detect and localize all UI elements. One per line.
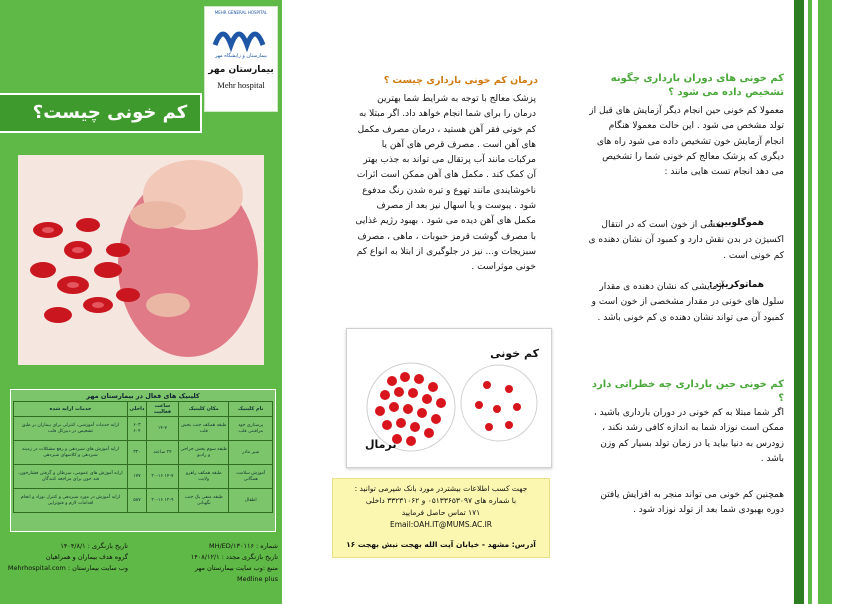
logo-box bbox=[204, 6, 278, 112]
table-row bbox=[14, 441, 273, 465]
contact-email[interactable]: Email:OAH.IT@MUMS.AC.IR bbox=[389, 520, 493, 529]
table-row bbox=[14, 489, 273, 513]
table-cell: ارایه خدمات آموزشی، کنترلی برای بیماران بر طبق تشخیص در دبیرکل قلب bbox=[14, 417, 128, 441]
blood-cells-figure bbox=[346, 328, 552, 468]
table-cell: طبقه همکف جنب بخش قلب bbox=[179, 417, 229, 441]
diagnosis-heading: کم خونی های دوران بارداری چگونه تشخیص داده می شود ؟ bbox=[610, 73, 784, 98]
clinics-header-cell: نام کلینیک bbox=[229, 402, 273, 417]
clinics-header-cell: ساعت فعالیت bbox=[146, 402, 178, 417]
contact-intro: جهت کسب اطلاعات بیشتردر مورد بانک شیرمی توانید : bbox=[354, 484, 528, 493]
clinics-header-cell: داخلی bbox=[127, 402, 146, 417]
middle-panel bbox=[282, 0, 568, 604]
table-cell: اطفال bbox=[229, 489, 273, 513]
right-panel bbox=[568, 0, 854, 604]
mehr-logo-icon bbox=[205, 15, 277, 55]
danger-text-1: اگر شما مبتلا به کم خونی در دوران بارداری باشید ، ممکن است نوزاد شما به اندازه کافی رشد نکند ، زودرس به دنیا بیاید یا در زمان تولد بسیار کم وزن باشد . bbox=[593, 408, 784, 464]
left-panel bbox=[0, 0, 282, 604]
label-anemia: کم خونی bbox=[490, 347, 539, 360]
clinics-title: کلینیک های فعال در بیمارستان مهر bbox=[86, 392, 200, 400]
treatment-heading: درمان کم خونی بارداری چیست ؟ bbox=[383, 75, 538, 86]
table-cell: آموزش سلامت همگانی bbox=[229, 465, 273, 489]
logo-sub-text: بیمارستان و زایشگاه مهر bbox=[214, 53, 268, 59]
footer-code: شماره : MH/ED/۱۳۰۱۱۶ bbox=[209, 542, 278, 550]
table-row bbox=[14, 465, 273, 489]
pregnancy-illustration bbox=[18, 155, 264, 365]
table-cell: ۵۸۷ bbox=[127, 489, 146, 513]
clinics-header-cell: خدمات ارایه شده bbox=[14, 402, 128, 417]
footer-source: منبع :وب سایت بیمارستان مهر bbox=[194, 564, 278, 572]
clinics-header-row bbox=[14, 402, 273, 417]
contact-address: آدرس: مشهد - خیابان آیت الله بهجت نبش بهجت ۱۶ bbox=[346, 540, 536, 549]
hospital-name-en: Mehr hospital bbox=[217, 80, 265, 90]
table-cell: ارایه آموزش های عمومی، سرطان و گرفتن فشارخون، قند خون برای مراجعه کنندگان bbox=[14, 465, 128, 489]
clinics-header-cell: مکان کلینیک bbox=[179, 402, 229, 417]
table-cell: شیر مادر bbox=[229, 441, 273, 465]
stripe-dark bbox=[794, 0, 804, 604]
hematocrit-text: آزمایشی که نشان دهنده ی مقدار سلول های خونی در مقدار مشخصی از خون است و کمبود آن می تواند نشان دهنده ی کم خونی باشد . bbox=[591, 282, 784, 323]
treatment-text: پزشک معالج با توجه به شرایط شما بهترین درمان را برای شما انجام خواهد داد. اگر مبتلا به کم خونی فقر آهن هستید ، درمان مصرف مکمل های آهن است . مصرف قرص های آهن یا مرکبات مانند آب پرتقال می تواند به جذب بهتر آن کمک کند . مکمل های آهن ممکن است اثرات ناخوشایندی مانند تهوع و تیره شدن رنگ مدفوع شود . یبوست و یا اسهال نیز بعد از مصرف مکمل های آهن دیده می شود . بهبود رژیم غذایی با مصرف گوشت قرمز حبوبات ، ماهی ، مصرف سبزیجات و... نیز در جلوگیری از ابتلا به انواع کم خونی موثراست . bbox=[355, 94, 536, 273]
table-cell: طبقه منفی یک جنب نگهبانی bbox=[179, 489, 229, 513]
hemoglobin-term: هموگلوبین : bbox=[709, 218, 764, 228]
hematocrit-term: هماتوکریت : bbox=[708, 280, 764, 290]
table-cell: طبقه سوم بخش جراحی و رادیو bbox=[179, 441, 229, 465]
hospital-name-fa: بیمارستان مهر bbox=[208, 65, 274, 75]
table-cell: ۱۷۷ bbox=[127, 465, 146, 489]
label-normal: نرمال bbox=[365, 438, 397, 451]
hemoglobin-text: بخشی از خون است که در انتقال اکسیژن در بدن نقش دارد و کمبود آن نشان دهنده ی کم خونی است . bbox=[588, 220, 784, 261]
table-cell: ۲۴ ساعته bbox=[146, 441, 178, 465]
logo-small-text: MEHR GENERAL HOSPITAL bbox=[214, 10, 268, 15]
table-cell: ۱۴-۷ ۲۰-۱۶ bbox=[146, 465, 178, 489]
table-cell: ۶۰۳ ۶۰۴ bbox=[127, 417, 146, 441]
footer-audience: گروه هدف بیماران و همراهیان bbox=[45, 553, 128, 561]
stripe-light-2 bbox=[818, 0, 832, 604]
footer-website[interactable]: وب سایت بیمارستان : Mehrhospital.com bbox=[7, 564, 128, 572]
contact-ext: ۱۷۱ تماس حاصل فرمایید bbox=[401, 508, 481, 517]
table-cell: پرستاری خود مراقبتی قلب bbox=[229, 417, 273, 441]
footer-approval: تاریخ بازنگری مجدد : ۱۴۰۸/۱۲/۱ bbox=[190, 553, 278, 561]
main-title: کم خونی چیست؟ bbox=[32, 102, 188, 123]
footer-info bbox=[6, 541, 278, 601]
table-cell: ۳۳۰ bbox=[127, 441, 146, 465]
stripe-light-1 bbox=[808, 0, 812, 604]
table-cell: ارایه آموزش در مورد شیردهی و کنترل نوزاد و انجام اقدامات لازم و فتوتراپی bbox=[14, 489, 128, 513]
table-cell: ۱۲-۹ ۲۰-۱۶ bbox=[146, 489, 178, 513]
danger-text-2: همچنین کم خونی می تواند منجر به افزایش یافتن دوره بهبودی شما بعد از تولد نوزاد شود . bbox=[600, 490, 784, 516]
table-cell: ۱۴-۷ bbox=[146, 417, 178, 441]
clinics-table-box bbox=[10, 389, 276, 532]
diagnosis-text: معمولا کم خونی حین انجام دیگر آزمایش های قبل از تولد مشخص می شود . این حالت معمولا هنگام انجام آزمایش خون تشخیص داده می شود راه های دیگری که پزشک معالج کم خونی شما را تشخیص می دهد انجام تست هایی مانند : bbox=[589, 106, 784, 178]
contact-phone: با شماره های ۰۵۱۳۳۶۵۳۰۹۷ و ۳۳۲۳۱۰۶۲ داخلی bbox=[365, 496, 517, 505]
footer-review: تاریخ بازنگری : ۱۴۰۴/۸/۱ bbox=[60, 542, 128, 550]
table-cell: طبقه همکف راهرو ولایت bbox=[179, 465, 229, 489]
table-cell: ارایه آموزش های شیردهی و رفع مشکلات در زمینه شیردهی و کلاسهای شیردهی bbox=[14, 441, 128, 465]
table-row bbox=[14, 417, 273, 441]
danger-heading: کم خونی حین بارداری چه خطراتی دارد ؟ bbox=[591, 379, 784, 404]
footer-medline: Medline plus bbox=[237, 575, 278, 583]
clinics-table bbox=[13, 401, 273, 513]
